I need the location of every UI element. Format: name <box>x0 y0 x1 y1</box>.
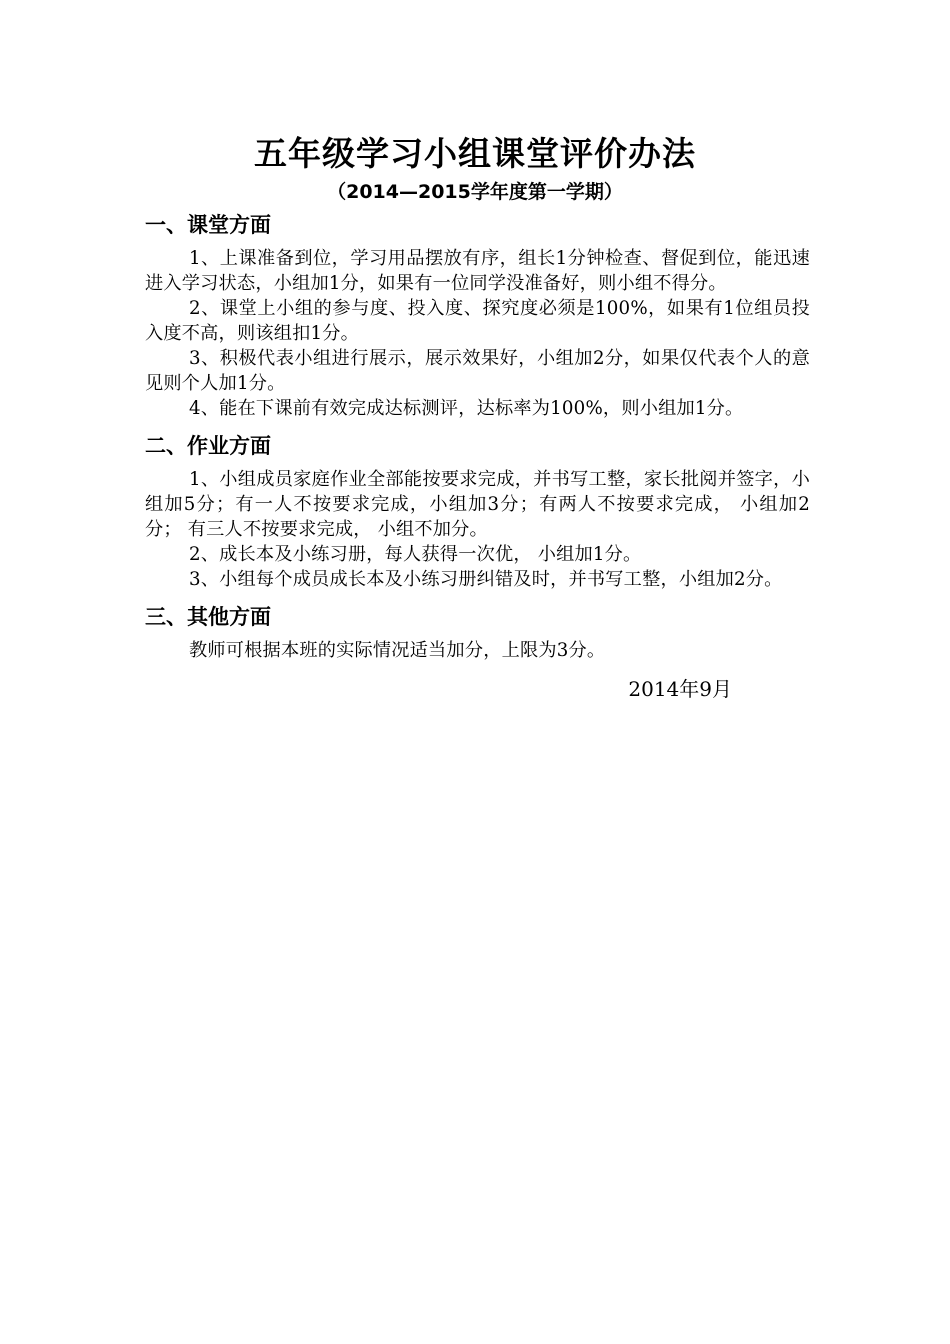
paragraph: 2、课堂上小组的参与度、投入度、探究度必须是100%，如果有1位组员投入度不高，则该组扣1分。 <box>145 298 810 344</box>
document-date: 2014年9月 <box>628 677 732 701</box>
paragraph: 1、上课准备到位，学习用品摆放有序，组长1分钟检查、督促到位，能迅速进入学习状态，小组加1分，如果有一位同学没准备好，则小组不得分。 <box>145 248 810 294</box>
section-homework <box>145 429 810 592</box>
paragraph: 1、小组成员家庭作业全部能按要求完成，并书写工整，家长批阅并签字，小组加5分；有一人不按要求完成，小组加3分；有两人不按要求完成， 小组加2分； 有三人不按要求完成， 小组不加分。 <box>145 469 810 540</box>
section-heading: 一、课堂方面 <box>145 213 271 237</box>
paragraph: 教师可根据本班的实际情况适当加分，上限为3分。 <box>189 640 606 661</box>
paragraph: 4、能在下课前有效完成达标测评，达标率为100%，则小组加1分。 <box>189 398 744 419</box>
section-other <box>145 600 810 663</box>
paragraph: 3、小组每个成员成长本及小练习册纠错及时，并书写工整，小组加2分。 <box>189 569 783 590</box>
paragraph: 2、成长本及小练习册，每人获得一次优， 小组加1分。 <box>189 544 642 565</box>
paragraph: 3、积极代表小组进行展示，展示效果好，小组加2分，如果仅代表个人的意见则个人加1分。 <box>145 348 810 394</box>
document-body <box>145 208 810 703</box>
document-title: 五年级学习小组课堂评价办法 <box>254 134 696 173</box>
document-subtitle: （2014—2015学年度第一学期） <box>327 181 623 203</box>
section-classroom <box>145 208 810 421</box>
section-heading: 三、其他方面 <box>145 605 271 629</box>
section-heading: 二、作业方面 <box>145 434 271 458</box>
